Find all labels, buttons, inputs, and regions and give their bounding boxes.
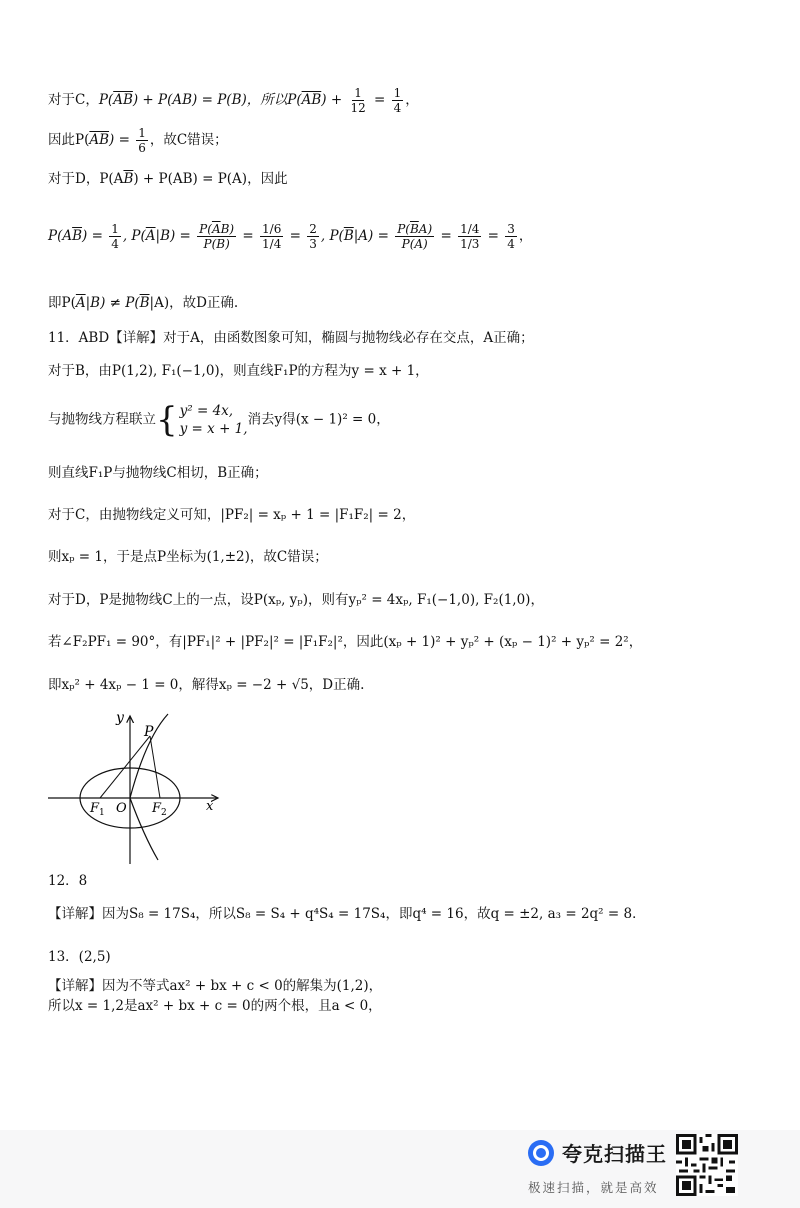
text-line: 12．8 xyxy=(48,873,88,889)
math-text: $\overline{AB}$ xyxy=(113,92,133,108)
math-text: A) xyxy=(418,222,433,236)
fraction xyxy=(395,222,434,251)
math-text: |B) = xyxy=(155,228,196,244)
denominator: 1/3 xyxy=(460,237,480,251)
brand-name: 夸克扫描王 xyxy=(562,1142,667,1166)
math-text: ) = xyxy=(109,132,135,148)
math-text: $\overline{B}$ xyxy=(409,222,419,236)
point-F2-label xyxy=(151,801,167,818)
math-text: $\overline{AB}$ xyxy=(301,92,322,108)
math-text: $\overline{AB}$ xyxy=(89,132,110,148)
math-text: = xyxy=(369,92,390,108)
text-line xyxy=(48,170,288,188)
brand xyxy=(528,1138,667,1167)
math-text: $\overline{A}$ xyxy=(75,295,86,311)
denominator: 4 xyxy=(507,237,515,251)
math-text: P(A xyxy=(48,228,73,244)
math-text: , P( xyxy=(122,228,146,244)
text-line: 对于D，P是抛物线C上的一点，设P(xₚ, yₚ)，则有yₚ² = 4xₚ, F₁(−1,0), F₂(1,0)， xyxy=(48,592,544,608)
numerator: 1 xyxy=(138,126,146,140)
text-line: 即xₚ² + 4xₚ − 1 = 0，解得xₚ = −2 + √5，D正确. xyxy=(48,677,365,693)
line-text: ， xyxy=(518,228,533,244)
math-text: = xyxy=(238,228,259,244)
math-text: = xyxy=(436,228,457,244)
origin-label: O xyxy=(116,801,127,816)
fraction xyxy=(505,222,517,251)
text-line: 所以x = 1,2是ax² + bx + c = 0的两个根，且a < 0， xyxy=(48,998,382,1014)
denominator: 6 xyxy=(138,141,146,155)
numerator: 1/4 xyxy=(460,222,480,236)
denominator: P(A) xyxy=(401,237,428,251)
numerator: 1 xyxy=(354,86,362,100)
ellipse-parabola-figure xyxy=(46,708,236,868)
denominator: 4 xyxy=(111,237,119,251)
text-line: 【详解】因为S₈ = 17S₄，所以S₈ = S₄ + q⁴S₄ = 17S₄，即q⁴ = 16，故q = ±2, a₃ = 2q² = 8． xyxy=(48,906,646,922)
math-text: ) + xyxy=(321,92,347,108)
fraction xyxy=(197,222,236,251)
math-text: P( xyxy=(397,222,410,236)
qr-code-icon xyxy=(676,1134,738,1196)
numerator: 1 xyxy=(111,222,119,236)
line-text: ，故C错误； xyxy=(149,132,228,148)
point-F1-label xyxy=(89,801,105,818)
math-text: = xyxy=(285,228,306,244)
math-text: B) xyxy=(220,222,235,236)
text-line: 【详解】因为不等式ax² + bx + c < 0的解集为(1,2)， xyxy=(48,978,383,994)
fraction xyxy=(348,86,367,115)
math-text: $\overline{B}$ xyxy=(72,228,83,244)
math-text: ) + P(AB) = P(B)，所以P( xyxy=(132,92,302,108)
numerator: 3 xyxy=(507,222,515,236)
math-text: , P( xyxy=(320,228,344,244)
line-text: 对于C， xyxy=(48,92,99,108)
numerator xyxy=(197,222,236,237)
denominator: 3 xyxy=(309,237,317,251)
text-line: 则xₚ = 1，于是点P坐标为(1,±2)，故C错误； xyxy=(48,549,328,565)
line-F2P xyxy=(150,736,160,798)
point-F1-subscript: 1 xyxy=(99,808,105,818)
denominator: 12 xyxy=(350,101,366,115)
equation: y² = 4x, xyxy=(179,403,234,419)
fraction xyxy=(109,222,121,251)
denominator: P(B) xyxy=(203,237,230,251)
fraction xyxy=(260,222,283,251)
math-text: ) = xyxy=(82,228,108,244)
fraction xyxy=(392,86,404,115)
math-text: $\overline{A}$ xyxy=(211,222,221,236)
math-text: $\overline{A}$ xyxy=(145,228,156,244)
line-text: ， xyxy=(405,92,419,108)
math-text: |B) ≠ P( xyxy=(85,295,140,311)
text-line xyxy=(48,222,532,251)
line-text: 因此P( xyxy=(48,132,90,148)
point-F2-subscript: 2 xyxy=(161,808,167,818)
quark-logo-icon xyxy=(528,1140,554,1166)
denominator: 4 xyxy=(393,101,402,115)
brace: { xyxy=(156,400,178,440)
text-line: 若∠F₂PF₁ = 90°，有|PF₁|² + |PF₂|² = |F₁F₂|²，因此(xₚ + 1)² + yₚ² + (xₚ − 1)² + yₚ² = 2²， xyxy=(48,634,643,650)
line-text: ) + P(AB) = P(A)，因此 xyxy=(133,171,288,187)
fraction xyxy=(307,222,319,251)
text-line xyxy=(48,86,419,115)
equation-system xyxy=(156,402,248,438)
y-axis-label: y xyxy=(116,710,124,726)
x-axis-label: x xyxy=(206,799,214,814)
text-line xyxy=(48,294,238,312)
text-line xyxy=(48,126,228,155)
numerator: 2 xyxy=(309,222,317,236)
math-text: $\overline{B}$ xyxy=(123,171,134,187)
numerator: 1 xyxy=(393,86,402,100)
text-line: 11．ABD【详解】对于A，由函数图象可知，椭圆与抛物线必存在交点，A正确； xyxy=(48,330,534,346)
line-text: 对于D，P(A xyxy=(48,171,124,187)
denominator: 1/4 xyxy=(262,237,282,251)
text-line: 对于C，由抛物线定义可知，|PF₂| = xₚ + 1 = |F₁F₂| = 2， xyxy=(48,507,416,523)
math-text: $\overline{B}$ xyxy=(139,295,150,311)
math-text: |A) = xyxy=(353,228,394,244)
point-F1-letter: F xyxy=(90,801,100,816)
line-F1P xyxy=(100,736,150,798)
point-P-label: P xyxy=(144,724,154,740)
text-line: 对于B，由P(1,2), F₁(−1,0)，则直线F₁P的方程为y = x + 1， xyxy=(48,363,429,379)
line-text: 消去y得(x − 1)² = 0， xyxy=(247,411,390,428)
line-text: |A)，故D正确. xyxy=(149,295,239,311)
brand-slogan: 极速扫描，就是高效 xyxy=(528,1180,659,1195)
text-line: 13．(2,5) xyxy=(48,949,111,965)
line-text: 即P( xyxy=(48,295,76,311)
text-line: 则直线F₁P与抛物线C相切，B正确； xyxy=(48,465,268,481)
math-text: P( xyxy=(98,92,114,108)
numerator xyxy=(395,222,434,237)
fraction xyxy=(136,126,148,155)
fraction xyxy=(458,222,481,251)
point-F2-letter: F xyxy=(152,801,162,816)
line-text: 与抛物线方程联立 xyxy=(48,411,156,428)
equation: y = x + 1, xyxy=(179,421,248,437)
numerator: 1/6 xyxy=(262,222,282,236)
math-text: $\overline{B}$ xyxy=(343,228,354,244)
math-text: P( xyxy=(199,222,212,236)
text-line xyxy=(48,402,390,438)
math-text: = xyxy=(483,228,504,244)
